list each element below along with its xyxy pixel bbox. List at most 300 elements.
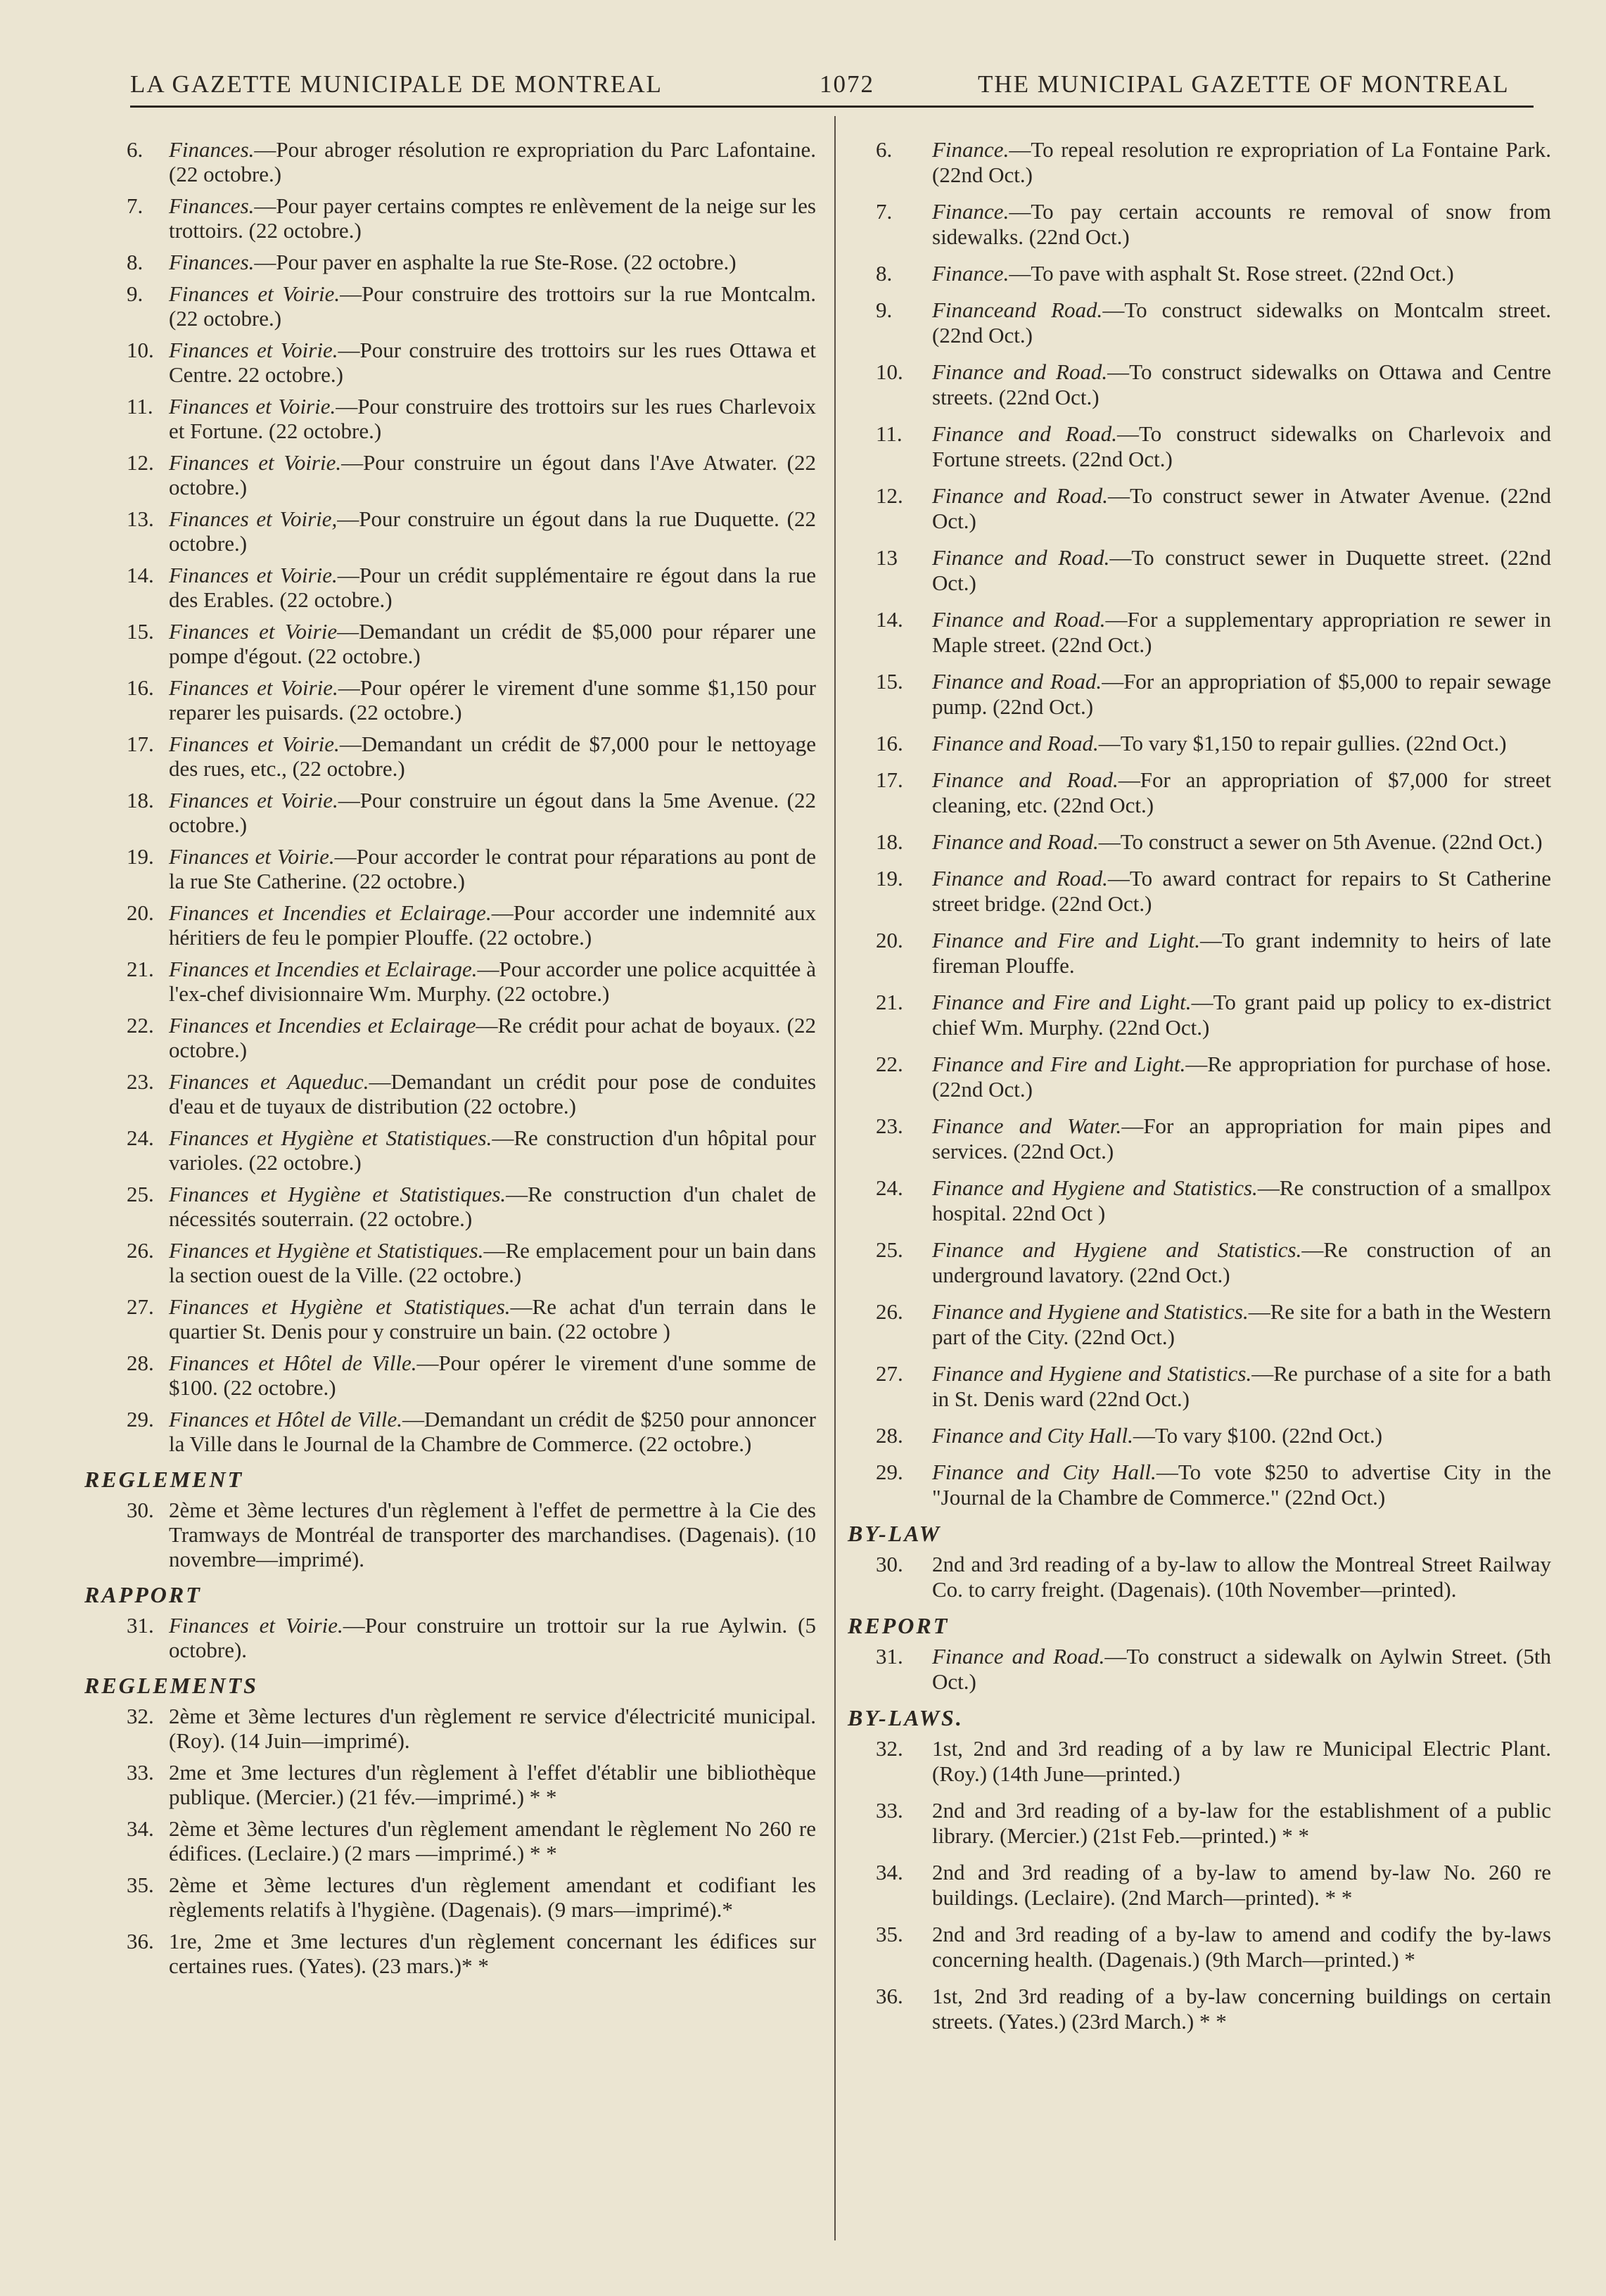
item-text: —Pour construire des trottoirs sur la rue Montcalm. (22 octobre.) xyxy=(169,281,816,331)
item-body xyxy=(169,788,816,837)
item-body xyxy=(932,199,1551,250)
item-committee: Finance and Fire and Light. xyxy=(932,990,1192,1014)
item-committee: Finances et Incendies et Eclairage. xyxy=(169,900,492,925)
item-body xyxy=(169,619,816,668)
item-text: —To pay certain accounts re removal of snow from sidewalks. (22nd Oct.) xyxy=(932,199,1551,249)
item-number: 9. xyxy=(127,281,144,306)
agenda-item xyxy=(84,1760,816,1809)
item-committee: Finance and City Hall. xyxy=(932,1423,1133,1448)
item-text: —Pour payer certains comptes re enlèvement de la neige sur les trottoirs. (22 octobre.) xyxy=(169,193,816,243)
item-committee: Finance and Road. xyxy=(932,359,1108,384)
item-number: 19. xyxy=(876,866,903,891)
item-text: —Pour accorder le contrat pour réparations au pont de la rue Ste Catherine. (22 octobre.) xyxy=(169,844,816,893)
item-number: 13. xyxy=(127,506,154,531)
item-committee: Finance and Road. xyxy=(932,545,1110,570)
item-number: 30. xyxy=(876,1552,903,1576)
agenda-item xyxy=(848,1114,1551,1164)
item-text: —To grant paid up policy to ex-district chief Wm. Murphy. (22nd Oct.) xyxy=(932,990,1551,1040)
agenda-item xyxy=(84,1498,816,1571)
item-text: —Pour construire un égout dans la rue Duquette. (22 octobre.) xyxy=(169,506,816,556)
item-number: 21. xyxy=(127,957,154,981)
item-number: 16. xyxy=(876,731,903,755)
item-number: 33. xyxy=(127,1760,154,1785)
item-text: 2ème et 3ème lectures d'un règlement à l'effet de permettre à la Cie des Tramways de Montréal de transporter des marchandises. (Dagenais). (10 novembre—imprimé). xyxy=(169,1498,816,1571)
item-text: 2nd and 3rd reading of a by-law to amend by-law No. 260 re buildings. (Leclaire). (2nd March—printed). * * xyxy=(932,1860,1551,1910)
item-number: 8. xyxy=(127,250,144,274)
page-number: 1072 xyxy=(820,70,874,98)
agenda-item xyxy=(848,545,1551,596)
agenda-item xyxy=(84,900,816,950)
agenda-item xyxy=(84,394,816,443)
agenda-item xyxy=(848,866,1551,917)
item-number: 10. xyxy=(876,359,903,384)
item-body xyxy=(932,1175,1551,1226)
item-body xyxy=(169,900,816,950)
item-number: 6. xyxy=(127,137,144,162)
item-committee: Finance and Road. xyxy=(932,731,1099,755)
item-body xyxy=(932,607,1551,658)
agenda-item xyxy=(84,619,816,668)
item-body xyxy=(169,1407,816,1456)
item-number: 8. xyxy=(876,261,893,286)
item-text: 2nd and 3rd reading of a by-law for the establishment of a public library. (Mercier.) (21st Feb.—printed.) * * xyxy=(932,1798,1551,1848)
item-committee: Finances et Voirie, xyxy=(169,506,338,531)
item-number: 25. xyxy=(876,1237,903,1262)
agenda-item xyxy=(84,1125,816,1175)
item-body xyxy=(169,1816,816,1866)
item-committee: Finance and Hygiene and Statistics. xyxy=(932,1175,1258,1200)
item-committee: Finance and Hygiene and Statistics. xyxy=(932,1299,1249,1324)
item-committee: Finances et Voirie. xyxy=(169,844,335,869)
item-text: 1st, 2nd and 3rd reading of a by law re Municipal Electric Plant. (Roy.) (14th June—printed.) xyxy=(932,1736,1551,1786)
agenda-item xyxy=(848,1299,1551,1350)
item-number: 32. xyxy=(876,1736,903,1761)
agenda-item xyxy=(84,1816,816,1866)
item-body xyxy=(932,545,1551,596)
item-text: 2me et 3me lectures d'un règlement à l'effet d'établir une bibliothèque publique. (Mercier.) (21 fév.—imprimé.) * * xyxy=(169,1760,816,1809)
item-text: 1re, 2me et 3me lectures d'un règlement concernant les édifices sur certaines rues. (Yates). (23 mars.)* * xyxy=(169,1929,816,1978)
item-text: —To construct sidewalks on Ottawa and Centre streets. (22nd Oct.) xyxy=(932,359,1551,409)
item-committee: Finances et Voirie. xyxy=(169,1613,343,1638)
agenda-item xyxy=(84,137,816,186)
item-number: 29. xyxy=(876,1460,903,1484)
agenda-item xyxy=(848,483,1551,534)
item-committee: Finance and Road. xyxy=(932,767,1119,792)
item-body xyxy=(169,250,816,274)
item-body xyxy=(932,731,1551,756)
item-text: —Pour construire un égout dans la 5me Avenue. (22 octobre.) xyxy=(169,788,816,837)
item-body xyxy=(169,1704,816,1753)
item-committee: Finances et Incendies et Eclairage. xyxy=(169,957,478,981)
agenda-item xyxy=(84,1929,816,1978)
item-body xyxy=(169,844,816,893)
item-text: —For a supplementary appropriation re sewer in Maple street. (22nd Oct.) xyxy=(932,607,1551,657)
item-number: 36. xyxy=(876,1984,903,2008)
item-body xyxy=(932,1798,1551,1849)
item-number: 34. xyxy=(127,1816,154,1841)
item-text: —Re crédit pour achat de boyaux. (22 octobre.) xyxy=(169,1013,816,1062)
item-committee: Finances et Hygiène et Statistiques. xyxy=(169,1182,506,1206)
item-committee: Finances. xyxy=(169,193,255,218)
item-text: —For an appropriation of $5,000 to repair sewage pump. (22nd Oct.) xyxy=(932,669,1551,719)
item-committee: Finances et Hygiène et Statistiques. xyxy=(169,1238,484,1263)
item-number: 10. xyxy=(127,338,154,362)
item-number: 23. xyxy=(876,1114,903,1138)
agenda-item xyxy=(848,990,1551,1040)
item-body xyxy=(932,483,1551,534)
item-text: 2nd and 3rd reading of a by-law to amend and codify the by-laws concerning health. (Dagenais.) (9th March—printed.) * xyxy=(932,1922,1551,1972)
item-text: —Pour un crédit supplémentaire re égout dans la rue des Erables. (22 octobre.) xyxy=(169,563,816,612)
item-body xyxy=(932,767,1551,818)
item-body xyxy=(932,1460,1551,1510)
item-body xyxy=(169,137,816,186)
agenda-item xyxy=(848,1860,1551,1911)
item-body xyxy=(169,193,816,243)
item-number: 31. xyxy=(127,1613,154,1638)
item-body xyxy=(932,829,1551,855)
agenda-item xyxy=(848,1984,1551,2034)
item-committee: Finances et Incendies et Eclairage xyxy=(169,1013,476,1038)
header-title-french: LA GAZETTE MUNICIPALE DE MONTREAL xyxy=(130,70,663,98)
item-number: 35. xyxy=(876,1922,903,1946)
item-number: 24. xyxy=(876,1175,903,1200)
item-committee: Finance. xyxy=(932,199,1009,224)
agenda-item xyxy=(84,1238,816,1287)
agenda-item xyxy=(848,829,1551,855)
item-text: —Demandant un crédit de $7,000 pour le nettoyage des rues, etc., (22 octobre.) xyxy=(169,732,816,781)
item-text: —Pour construire un trottoir sur la rue Aylwin. (5 octobre). xyxy=(169,1613,816,1662)
item-body xyxy=(932,1299,1551,1350)
item-text: —Re construction of an underground lavatory. (22nd Oct.) xyxy=(932,1237,1552,1287)
item-number: 9. xyxy=(876,298,893,322)
section-heading: REPORT xyxy=(848,1613,950,1638)
item-number: 12. xyxy=(127,450,154,475)
item-text: —To vary $100. (22nd Oct.) xyxy=(1133,1423,1383,1448)
item-text: —Pour accorder une police acquittée à l'ex-chef divisionnaire Wm. Murphy. (22 octobre.) xyxy=(169,957,816,1006)
agenda-item xyxy=(848,261,1551,286)
item-body xyxy=(932,669,1551,720)
section-heading: REGLEMENTS xyxy=(84,1673,258,1698)
item-body xyxy=(169,1013,816,1062)
item-text: —To vary $1,150 to repair gullies. (22nd Oct.) xyxy=(1098,731,1507,755)
item-body xyxy=(169,1760,816,1809)
item-committee: Finances. xyxy=(169,137,255,162)
item-number: 28. xyxy=(127,1351,154,1375)
agenda-item xyxy=(84,338,816,387)
item-body xyxy=(169,1238,816,1287)
english-column xyxy=(848,137,1551,2046)
item-committee: Finances et Voirie. xyxy=(169,675,338,700)
item-body xyxy=(169,1182,816,1231)
agenda-item xyxy=(848,1460,1551,1510)
item-number: 31. xyxy=(876,1644,903,1669)
item-text: —Pour construire un égout dans l'Ave Atwater. (22 octobre.) xyxy=(169,450,816,499)
item-number: 15. xyxy=(876,669,903,694)
item-body xyxy=(932,990,1551,1040)
item-body xyxy=(169,1498,816,1571)
item-committee: Finances et Voirie. xyxy=(169,732,340,756)
item-text: —To construct sidewalks on Montcalm street. (22nd Oct.) xyxy=(932,298,1551,347)
item-body xyxy=(932,1984,1551,2034)
agenda-item xyxy=(848,1552,1551,1602)
item-number: 7. xyxy=(876,199,893,224)
item-committee: Finance and Fire and Light. xyxy=(932,1052,1186,1076)
item-body xyxy=(932,137,1551,188)
section-heading: BY-LAWS. xyxy=(848,1705,964,1730)
agenda-item xyxy=(84,1182,816,1231)
item-body xyxy=(169,732,816,781)
item-text: —To repeal resolution re expropriation of La Fontaine Park. (22nd Oct.) xyxy=(932,137,1551,187)
item-body xyxy=(169,1351,816,1400)
item-body xyxy=(932,421,1551,472)
item-body xyxy=(169,1069,816,1118)
item-number: 25. xyxy=(127,1182,154,1206)
item-committee: Finance and Road. xyxy=(932,829,1099,854)
header-title-english: THE MUNICIPAL GAZETTE OF MONTREAL xyxy=(978,70,1510,98)
agenda-item xyxy=(848,607,1551,658)
item-body xyxy=(169,675,816,725)
agenda-item xyxy=(84,193,816,243)
agenda-item xyxy=(848,1644,1551,1695)
item-body xyxy=(932,1552,1551,1602)
agenda-item xyxy=(84,1613,816,1662)
item-number: 14. xyxy=(876,607,903,632)
item-text: —To construct sidewalks on Charlevoix and Fortune streets. (22nd Oct.) xyxy=(932,421,1551,471)
item-number: 30. xyxy=(127,1498,154,1522)
item-text: 2ème et 3ème lectures d'un règlement amendant le règlement No 260 re édifices. (Leclaire.) (2 mars —imprimé.) * * xyxy=(169,1816,816,1866)
item-body xyxy=(932,261,1551,286)
agenda-item xyxy=(848,137,1551,188)
section-heading: RAPPORT xyxy=(84,1582,202,1607)
item-text: 2ème et 3ème lectures d'un règlement re service d'électricité municipal. (Roy). (14 Juin—imprimé). xyxy=(169,1704,816,1753)
item-text: —Re achat d'un terrain dans le quartier St. Denis pour y construire un bain. (22 octobre ) xyxy=(169,1294,816,1344)
agenda-item xyxy=(84,1013,816,1062)
item-number: 21. xyxy=(876,990,903,1014)
item-body xyxy=(932,359,1551,410)
agenda-item xyxy=(84,1704,816,1753)
item-body xyxy=(169,338,816,387)
item-number: 12. xyxy=(876,483,903,508)
agenda-item xyxy=(84,1294,816,1344)
agenda-item xyxy=(848,1361,1551,1412)
item-body xyxy=(169,1873,816,1922)
agenda-item xyxy=(848,1922,1551,1972)
item-committee: Finance and Hygiene and Statistics. xyxy=(932,1237,1302,1262)
agenda-item xyxy=(84,732,816,781)
agenda-item xyxy=(84,281,816,331)
item-committee: Finances et Voirie. xyxy=(169,788,338,812)
item-committee: Finances et Voirie xyxy=(169,619,338,644)
item-body xyxy=(932,866,1551,917)
item-committee: Finance and Road. xyxy=(932,1644,1105,1669)
column-divider xyxy=(834,116,836,2240)
item-body xyxy=(932,1860,1551,1911)
item-committee: Finances et Voirie. xyxy=(169,338,338,362)
item-body xyxy=(932,1114,1551,1164)
item-number: 26. xyxy=(876,1299,903,1324)
item-committee: Finance and Road. xyxy=(932,866,1108,891)
item-body xyxy=(932,928,1551,978)
agenda-item xyxy=(848,669,1551,720)
agenda-item xyxy=(848,928,1551,978)
item-number: 26. xyxy=(127,1238,154,1263)
item-text: —Re appropriation for purchase of hose. (22nd Oct.) xyxy=(932,1052,1551,1102)
item-text: —Re construction of a smallpox hospital. 22nd Oct ) xyxy=(932,1175,1551,1225)
agenda-item xyxy=(84,250,816,274)
item-text: —Pour opérer le virement d'une somme $1,150 pour reparer les puisards. (22 octobre.) xyxy=(169,675,816,725)
item-committee: Finances. xyxy=(169,250,255,274)
item-committee: Finance and Road. xyxy=(932,483,1108,508)
item-text: —To construct sewer in Atwater Avenue. (22nd Oct.) xyxy=(932,483,1551,533)
item-body xyxy=(169,281,816,331)
item-text: —Pour opérer le virement d'une somme de $100. (22 octobre.) xyxy=(169,1351,816,1400)
item-committee: Finance. xyxy=(932,137,1009,162)
agenda-item xyxy=(848,1052,1551,1102)
agenda-item xyxy=(848,359,1551,410)
item-number: 27. xyxy=(127,1294,154,1319)
item-text: —Re construction d'un hôpital pour varioles. (22 octobre.) xyxy=(169,1125,817,1175)
item-committee: Finances et Voirie. xyxy=(169,281,340,306)
item-number: 17. xyxy=(876,767,903,792)
item-text: —Pour construire des trottoirs sur les rues Ottawa et Centre. 22 octobre.) xyxy=(169,338,816,387)
item-text: 2ème et 3ème lectures d'un règlement amendant et codifiant les règlements relatifs à l'hygiène. (Dagenais). (9 mars—imprimé).* xyxy=(169,1873,816,1922)
item-committee: Finances et Voirie. xyxy=(169,563,338,587)
item-body xyxy=(932,1736,1551,1787)
item-body xyxy=(932,1423,1551,1448)
item-body xyxy=(169,1125,816,1175)
agenda-item xyxy=(84,844,816,893)
item-committee: Finances et Hôtel de Ville. xyxy=(169,1407,403,1431)
item-number: 17. xyxy=(127,732,154,756)
item-committee: Finance. xyxy=(932,261,1009,286)
item-body xyxy=(932,298,1551,348)
agenda-item xyxy=(84,450,816,499)
item-text: —For an appropriation of $7,000 for street cleaning, etc. (22nd Oct.) xyxy=(932,767,1551,817)
item-text: —To construct a sidewalk on Aylwin Street. (5th Oct.) xyxy=(932,1644,1551,1694)
item-number: 34. xyxy=(876,1860,903,1884)
item-text: —Re construction d'un chalet de nécessités souterrain. (22 octobre.) xyxy=(169,1182,817,1231)
item-committee: Finances et Voirie. xyxy=(169,394,336,419)
agenda-item xyxy=(848,1423,1551,1448)
item-committee: Finances et Voirie. xyxy=(169,450,342,475)
item-text: —Pour construire des trottoirs sur les rues Charlevoix et Fortune. (22 octobre.) xyxy=(169,394,816,443)
section-heading: BY-LAW xyxy=(848,1521,942,1546)
item-number: 15. xyxy=(127,619,154,644)
item-number: 23. xyxy=(127,1069,154,1094)
item-number: 24. xyxy=(127,1125,154,1150)
item-number: 16. xyxy=(127,675,154,700)
item-number: 7. xyxy=(127,193,144,218)
item-text: —Re site for a bath in the Western part of the City. (22nd Oct.) xyxy=(932,1299,1551,1349)
agenda-item xyxy=(848,298,1551,348)
item-number: 29. xyxy=(127,1407,154,1431)
page-header xyxy=(130,65,1534,107)
item-text: —Demandant un crédit de $5,000 pour réparer une pompe d'égout. (22 octobre.) xyxy=(169,619,816,668)
item-committee: Finances et Hôtel de Ville. xyxy=(169,1351,417,1375)
agenda-item xyxy=(84,675,816,725)
item-text: —To construct a sewer on 5th Avenue. (22nd Oct.) xyxy=(1098,829,1543,854)
item-committee: Finance and City Hall. xyxy=(932,1460,1156,1484)
agenda-item xyxy=(848,1798,1551,1849)
header-rule xyxy=(130,106,1534,108)
item-number: 20. xyxy=(127,900,154,925)
item-body xyxy=(932,1361,1551,1412)
item-text: —Demandant un crédit pour pose de conduites d'eau et de tuyaux de distribution (22 octobre.) xyxy=(169,1069,817,1118)
agenda-item xyxy=(84,506,816,556)
item-body xyxy=(169,957,816,1006)
item-number: 22. xyxy=(876,1052,903,1076)
item-text: —Demandant un crédit de $250 pour annoncer la Ville dans le Journal de la Chambre de Commerce. (22 octobre.) xyxy=(169,1407,816,1456)
item-text: —Re purchase of a site for a bath in St. Denis ward (22nd Oct.) xyxy=(932,1361,1552,1411)
item-text: 2nd and 3rd reading of a by-law to allow the Montreal Street Railway Co. to carry freight. (Dagenais). (10th November—printed). xyxy=(932,1552,1551,1602)
item-committee: Finance and Road. xyxy=(932,607,1106,632)
item-text: —To construct sewer in Duquette street. (22nd Oct.) xyxy=(932,545,1551,595)
agenda-item xyxy=(84,563,816,612)
item-body xyxy=(169,1929,816,1978)
item-body xyxy=(932,1644,1551,1695)
item-number: 11. xyxy=(876,421,903,446)
item-number: 20. xyxy=(876,928,903,952)
item-number: 18. xyxy=(876,829,903,854)
item-text: —Pour abroger résolution re expropriation du Parc Lafontaine. (22 octobre.) xyxy=(169,137,816,186)
agenda-item xyxy=(848,1736,1551,1787)
item-body xyxy=(169,563,816,612)
agenda-item xyxy=(84,1873,816,1922)
agenda-item xyxy=(848,731,1551,756)
item-number: 22. xyxy=(127,1013,154,1038)
item-text: —Pour paver en asphalte la rue Ste-Rose. (22 octobre.) xyxy=(254,250,737,274)
french-column xyxy=(84,137,816,1985)
item-text: —For an appropriation for main pipes and services. (22nd Oct.) xyxy=(932,1114,1552,1163)
item-committee: Finance and Hygiene and Statistics. xyxy=(932,1361,1252,1386)
item-number: 32. xyxy=(127,1704,154,1728)
agenda-item xyxy=(848,767,1551,818)
agenda-item xyxy=(848,199,1551,250)
item-body xyxy=(932,1922,1551,1972)
item-number: 36. xyxy=(127,1929,154,1953)
item-text: —To award contract for repairs to St Catherine street bridge. (22nd Oct.) xyxy=(932,866,1551,916)
agenda-item xyxy=(848,1237,1551,1288)
item-number: 13 xyxy=(876,545,898,570)
item-body xyxy=(169,1294,816,1344)
item-text: —Re emplacement pour un bain dans la section ouest de la Ville. (22 octobre.) xyxy=(169,1238,817,1287)
agenda-item xyxy=(84,1407,816,1456)
item-number: 14. xyxy=(127,563,154,587)
item-number: 35. xyxy=(127,1873,154,1897)
item-body xyxy=(169,506,816,556)
agenda-item xyxy=(84,1351,816,1400)
item-body xyxy=(169,394,816,443)
item-committee: Finance and Road. xyxy=(932,669,1102,694)
item-text: 1st, 2nd 3rd reading of a by-law concerning buildings on certain streets. (Yates.) (23rd March.) * * xyxy=(932,1984,1551,2034)
agenda-item xyxy=(84,1069,816,1118)
item-committee: Finances et Aqueduc. xyxy=(169,1069,369,1094)
item-number: 33. xyxy=(876,1798,903,1823)
item-number: 27. xyxy=(876,1361,903,1386)
item-body xyxy=(169,450,816,499)
item-text: —Pour accorder une indemnité aux héritiers de feu le pompier Plouffe. (22 octobre.) xyxy=(169,900,816,950)
item-number: 28. xyxy=(876,1423,903,1448)
item-number: 6. xyxy=(876,137,893,162)
agenda-item xyxy=(84,788,816,837)
item-number: 18. xyxy=(127,788,154,812)
item-number: 11. xyxy=(127,394,153,419)
item-committee: Financeand Road. xyxy=(932,298,1103,322)
section-heading: REGLEMENT xyxy=(84,1467,244,1492)
item-text: —To grant indemnity to heirs of late fireman Plouffe. xyxy=(932,928,1551,978)
item-number: 19. xyxy=(127,844,154,869)
agenda-item xyxy=(848,1175,1551,1226)
